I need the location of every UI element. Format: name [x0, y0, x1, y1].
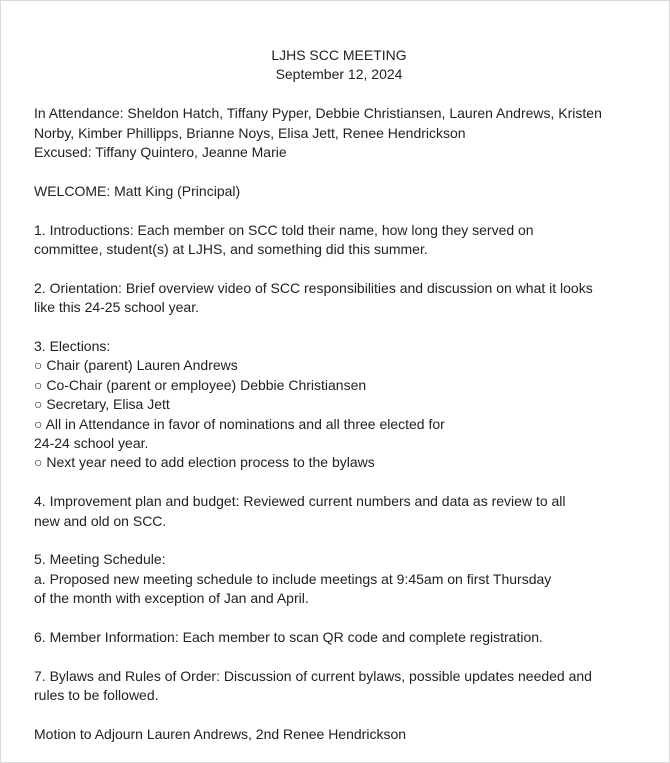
spacer: [34, 201, 644, 220]
spacer: [34, 259, 644, 278]
spacer: [34, 473, 644, 492]
election-bullet-secretary: ○ Secretary, Elisa Jett: [34, 396, 170, 413]
improvement-item: [34, 492, 644, 531]
spacer: [34, 318, 644, 337]
election-bullet-vote: ○ All in Attendance in favor of nominations and all three elected for: [34, 415, 445, 432]
spacer: [34, 609, 644, 628]
introductions-item: [34, 221, 644, 260]
meeting-minutes: [34, 46, 644, 744]
spacer: [34, 85, 644, 104]
improvement-line-2: new and old on SCC.: [34, 512, 167, 529]
document-title: LJHS SCC MEETING: [271, 47, 407, 63]
spacer: [34, 706, 644, 725]
spacer: [34, 162, 644, 181]
introductions-line-2: committee, student(s) at LJHS, and something did this summer.: [34, 241, 428, 258]
bylaws-item: [34, 667, 644, 706]
meeting-date: September 12, 2024: [275, 66, 403, 83]
attendance-section: [34, 104, 644, 162]
attendance-line-2: Norby, Kimber Phillipps, Brianne Noys, Elisa Jett, Renee Hendrickson: [34, 124, 466, 141]
welcome-line: WELCOME: Matt King (Principal): [34, 182, 241, 199]
orientation-line-1: 2. Orientation: Brief overview video of SCC responsibilities and discussion on what it looks: [34, 279, 593, 296]
improvement-line-1: 4. Improvement plan and budget: Reviewed current numbers and data as review to all: [34, 493, 566, 510]
excused-line: Excused: Tiffany Quintero, Jeanne Marie: [34, 144, 287, 161]
member-info-item: 6. Member Information: Each member to scan QR code and complete registration.: [34, 629, 543, 646]
bylaws-line-2: rules to be followed.: [34, 687, 159, 704]
document-header: [34, 46, 644, 85]
spacer: [34, 531, 644, 550]
spacer: [34, 647, 644, 666]
elections-item: [34, 337, 644, 473]
schedule-line-1: a. Proposed new meeting schedule to include meetings at 9:45am on first Thursday: [34, 570, 552, 587]
introductions-line-1: 1. Introductions: Each member on SCC told their name, how long they served on: [34, 221, 534, 238]
election-bullet-vote-continued: 24-24 school year.: [34, 435, 149, 452]
election-bullet-bylaws: ○ Next year need to add election process to the bylaws: [34, 454, 375, 471]
bylaws-line-1: 7. Bylaws and Rules of Order: Discussion of current bylaws, possible updates needed and: [34, 667, 592, 684]
schedule-line-2: of the month with exception of Jan and April.: [34, 590, 309, 607]
orientation-line-2: like this 24-25 school year.: [34, 299, 199, 316]
schedule-heading: 5. Meeting Schedule:: [34, 551, 166, 568]
elections-heading: 3. Elections:: [34, 338, 111, 355]
adjourn-motion: Motion to Adjourn Lauren Andrews, 2nd Renee Hendrickson: [34, 726, 407, 743]
election-bullet-chair: ○ Chair (parent) Lauren Andrews: [34, 357, 238, 374]
schedule-item: [34, 550, 644, 608]
attendance-line-1: In Attendance: Sheldon Hatch, Tiffany Pyper, Debbie Christiansen, Lauren Andrews, Kristen: [34, 105, 602, 122]
election-bullet-co-chair: ○ Co-Chair (parent or employee) Debbie Christiansen: [34, 376, 367, 393]
orientation-item: [34, 279, 644, 318]
